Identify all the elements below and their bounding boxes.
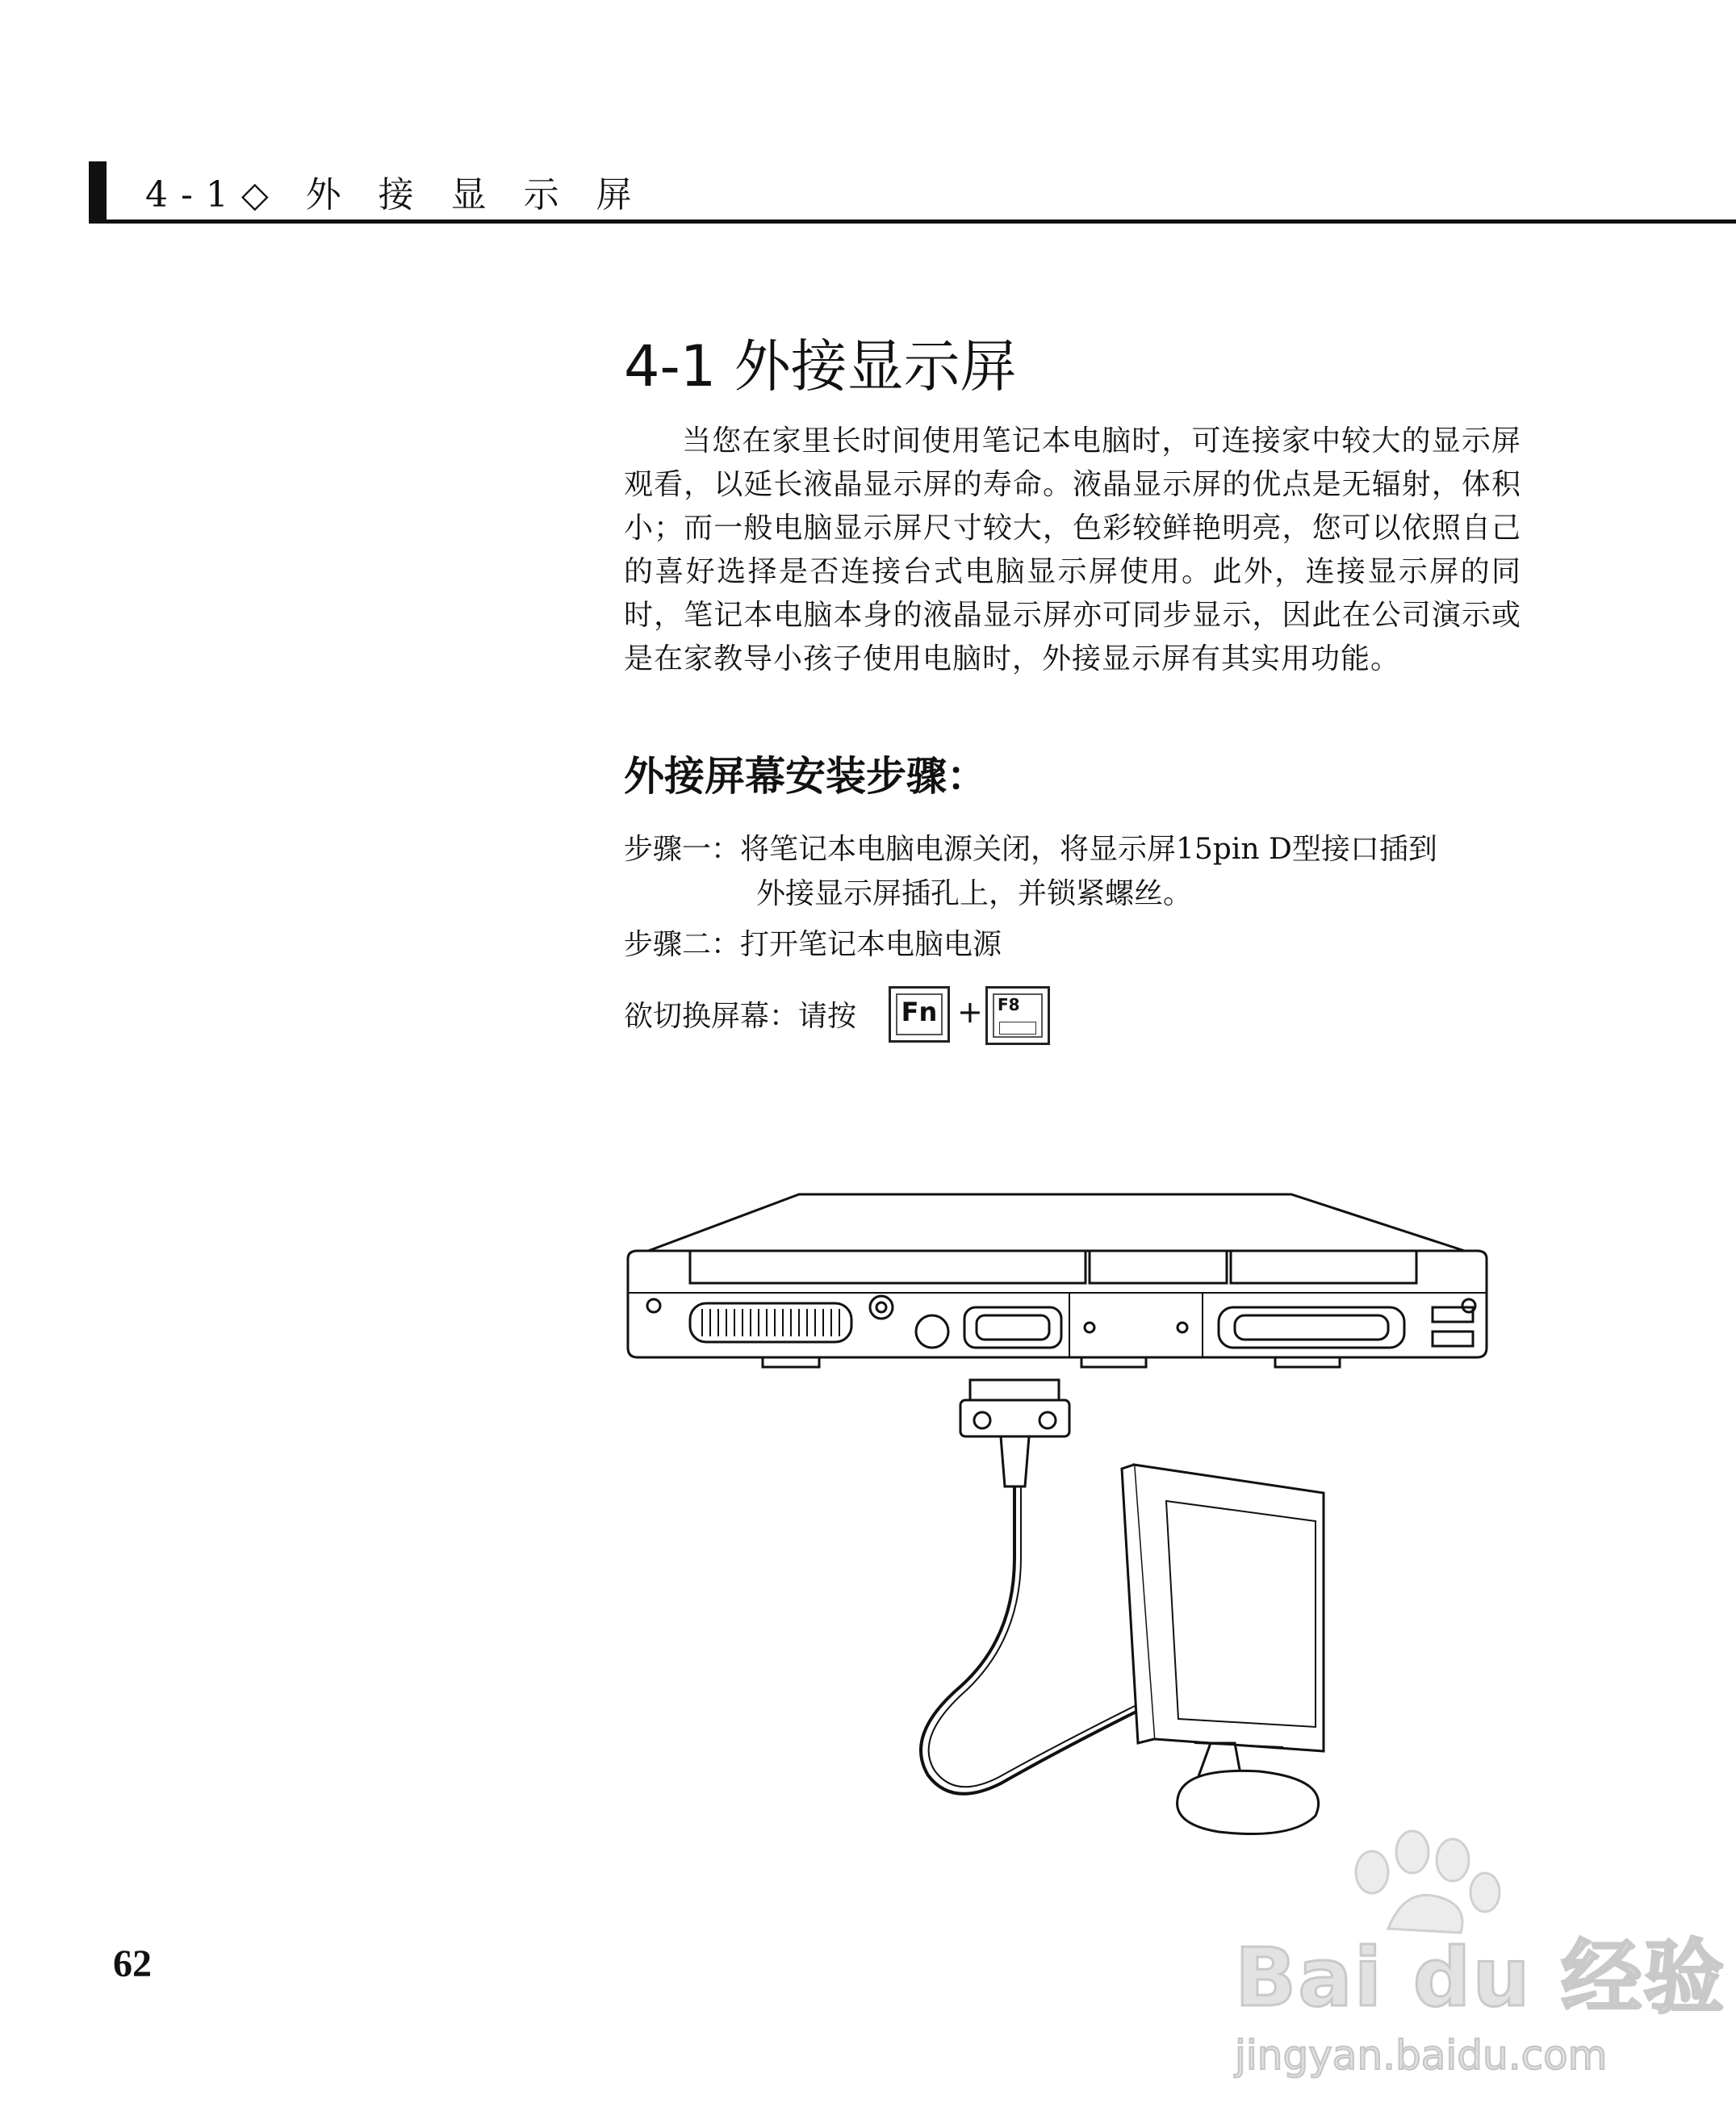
page-number: 62 xyxy=(113,1942,152,1985)
watermark-brand: Bai du 经验 xyxy=(1235,1930,1726,2025)
display-switch-icon xyxy=(999,1022,1036,1035)
section-title: 4-1 外接显示屏 xyxy=(624,333,1017,399)
baidu-watermark xyxy=(1235,1824,1726,2098)
plus-sign: + xyxy=(957,994,983,1030)
running-header-title: 4-1◇ 外 接 显 示 屏 xyxy=(145,174,645,215)
step-two: 步骤二：打开笔记本电脑电源 xyxy=(624,928,1002,961)
steps-subheading: 外接屏幕安装步骤： xyxy=(624,753,987,800)
laptop-rear-icon xyxy=(628,1194,1487,1367)
running-header-bar xyxy=(89,161,107,222)
lcd-monitor-icon xyxy=(1122,1465,1324,1834)
watermark-url: jingyan.baidu.com xyxy=(1235,2032,1608,2079)
running-header-rule xyxy=(89,219,1736,224)
fn-key-label: Fn xyxy=(901,997,938,1027)
f8-key-icon xyxy=(985,986,1050,1045)
step-one: 步骤一：将笔记本电脑电源关闭，将显示屏15pin D型接口插到 xyxy=(624,833,1437,866)
step-one-continued: 外接显示屏插孔上，并锁紧螺丝。 xyxy=(756,877,1193,910)
intro-paragraph: 当您在家里长时间使用笔记本电脑时，可连接家中较大的显示屏观看，以延长液晶显示屏的寿命。液晶显示屏的优点是无辐射，体积小；而一般电脑显示屏尺寸较大，色彩较鲜艳明亮，您可以依照自己的喜好选择是否连接台式电脑显示屏使用。此外，连接显示屏的同时，笔记本电脑本身的液晶显示屏亦可同步显示，因此在公司演示或是在家教导小孩子使用电脑时，外接显示屏有其实用功能。 xyxy=(624,424,1521,675)
f8-key-label: F8 xyxy=(998,995,1020,1014)
switch-screen-instruction: 欲切换屏幕：请按 xyxy=(624,1000,857,1033)
laptop-monitor-illustration xyxy=(621,1186,1493,1880)
fn-key-icon xyxy=(889,986,950,1043)
